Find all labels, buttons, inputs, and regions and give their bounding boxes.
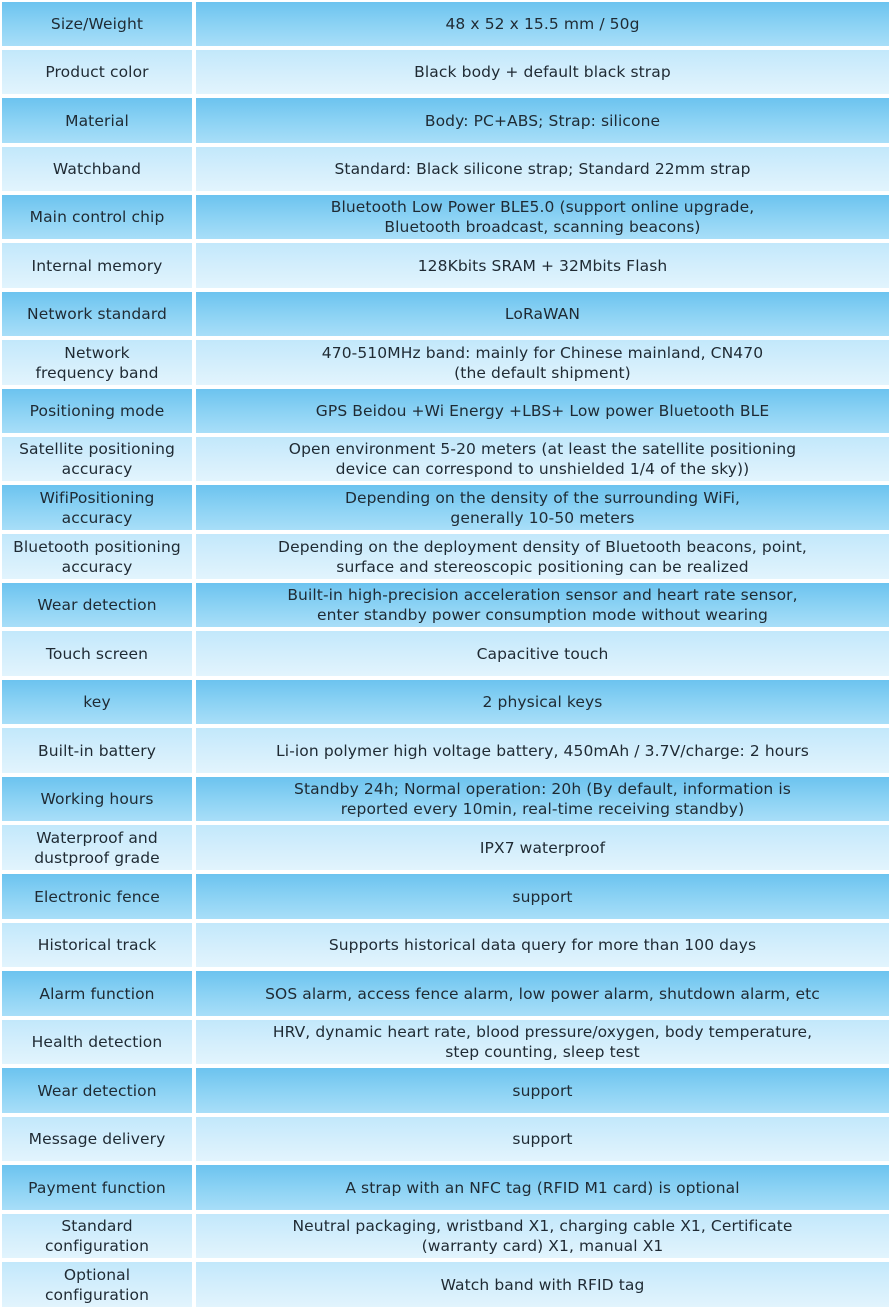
spec-label: Wear detection	[2, 1068, 192, 1113]
spec-value: support	[196, 1117, 889, 1161]
spec-label: Message delivery	[2, 1117, 192, 1161]
spec-value: 2 physical keys	[196, 680, 889, 724]
spec-label: Payment function	[2, 1165, 192, 1210]
spec-label: Material	[2, 98, 192, 143]
spec-value: HRV, dynamic heart rate, blood pressure/oxygen, body temperature, step counting, sleep test	[196, 1020, 889, 1064]
spec-label: Satellite positioning accuracy	[2, 437, 192, 481]
spec-row	[0, 195, 891, 239]
spec-label: Size/Weight	[2, 2, 192, 46]
spec-value: Capacitive touch	[196, 631, 889, 676]
spec-label: Network frequency band	[2, 340, 192, 385]
spec-row	[0, 825, 891, 870]
spec-label: Waterproof and dustproof grade	[2, 825, 192, 870]
spec-row	[0, 2, 891, 46]
spec-row	[0, 98, 891, 143]
spec-row	[0, 485, 891, 530]
spec-value: 470-510MHz band: mainly for Chinese mainland, CN470 (the default shipment)	[196, 340, 889, 385]
spec-label: Bluetooth positioning accuracy	[2, 534, 192, 579]
spec-row	[0, 1214, 891, 1258]
spec-label: Network standard	[2, 292, 192, 336]
spec-row	[0, 1262, 891, 1307]
spec-label: Main control chip	[2, 195, 192, 239]
spec-label: Internal memory	[2, 243, 192, 288]
spec-row	[0, 292, 891, 336]
spec-label: Alarm function	[2, 971, 192, 1016]
spec-label: Built-in battery	[2, 728, 192, 773]
spec-row	[0, 389, 891, 433]
spec-row	[0, 147, 891, 191]
spec-row	[0, 874, 891, 919]
spec-label: key	[2, 680, 192, 724]
spec-label: Product color	[2, 50, 192, 94]
spec-row	[0, 923, 891, 967]
spec-value: Black body + default black strap	[196, 50, 889, 94]
spec-row	[0, 777, 891, 821]
spec-value: Li-ion polymer high voltage battery, 450mAh / 3.7V/charge: 2 hours	[196, 728, 889, 773]
spec-row	[0, 437, 891, 481]
spec-row	[0, 631, 891, 676]
spec-row	[0, 680, 891, 724]
spec-value: LoRaWAN	[196, 292, 889, 336]
spec-value: SOS alarm, access fence alarm, low power alarm, shutdown alarm, etc	[196, 971, 889, 1016]
spec-row	[0, 243, 891, 288]
spec-value: support	[196, 874, 889, 919]
spec-value: support	[196, 1068, 889, 1113]
spec-value: Standby 24h; Normal operation: 20h (By default, information is reported every 10min, real-time receiving standby)	[196, 777, 889, 821]
spec-row	[0, 1020, 891, 1064]
spec-value: Built-in high-precision acceleration sensor and heart rate sensor, enter standby power consumption mode without wearing	[196, 583, 889, 627]
spec-label: Historical track	[2, 923, 192, 967]
spec-row	[0, 728, 891, 773]
spec-row	[0, 1117, 891, 1161]
spec-label: Optional configuration	[2, 1262, 192, 1307]
spec-value: Bluetooth Low Power BLE5.0 (support online upgrade, Bluetooth broadcast, scanning beacons)	[196, 195, 889, 239]
spec-value: 48 x 52 x 15.5 mm / 50g	[196, 2, 889, 46]
spec-value: Open environment 5-20 meters (at least the satellite positioning device can correspond to unshielded 1/4 of the sky))	[196, 437, 889, 481]
spec-value: Body: PC+ABS; Strap: silicone	[196, 98, 889, 143]
spec-value: 128Kbits SRAM + 32Mbits Flash	[196, 243, 889, 288]
spec-value: Depending on the deployment density of Bluetooth beacons, point, surface and stereoscopic positioning can be realized	[196, 534, 889, 579]
spec-label: Standard configuration	[2, 1214, 192, 1258]
spec-row	[0, 50, 891, 94]
spec-value: A strap with an NFC tag (RFID M1 card) is optional	[196, 1165, 889, 1210]
spec-label: Positioning mode	[2, 389, 192, 433]
spec-value: Supports historical data query for more than 100 days	[196, 923, 889, 967]
spec-row	[0, 340, 891, 385]
spec-label: Electronic fence	[2, 874, 192, 919]
spec-label: Working hours	[2, 777, 192, 821]
spec-value: Depending on the density of the surrounding WiFi, generally 10-50 meters	[196, 485, 889, 530]
spec-row	[0, 1165, 891, 1210]
spec-value: Neutral packaging, wristband X1, charging cable X1, Certificate (warranty card) X1, manual X1	[196, 1214, 889, 1258]
spec-value: IPX7 waterproof	[196, 825, 889, 870]
spec-label: WifiPositioning accuracy	[2, 485, 192, 530]
spec-value: Watch band with RFID tag	[196, 1262, 889, 1307]
spec-row	[0, 971, 891, 1016]
spec-row	[0, 534, 891, 579]
spec-label: Wear detection	[2, 583, 192, 627]
spec-row	[0, 1068, 891, 1113]
spec-label: Touch screen	[2, 631, 192, 676]
spec-label: Watchband	[2, 147, 192, 191]
spec-value: GPS Beidou +Wi Energy +LBS+ Low power Bluetooth BLE	[196, 389, 889, 433]
spec-value: Standard: Black silicone strap; Standard 22mm strap	[196, 147, 889, 191]
spec-row	[0, 583, 891, 627]
spec-label: Health detection	[2, 1020, 192, 1064]
